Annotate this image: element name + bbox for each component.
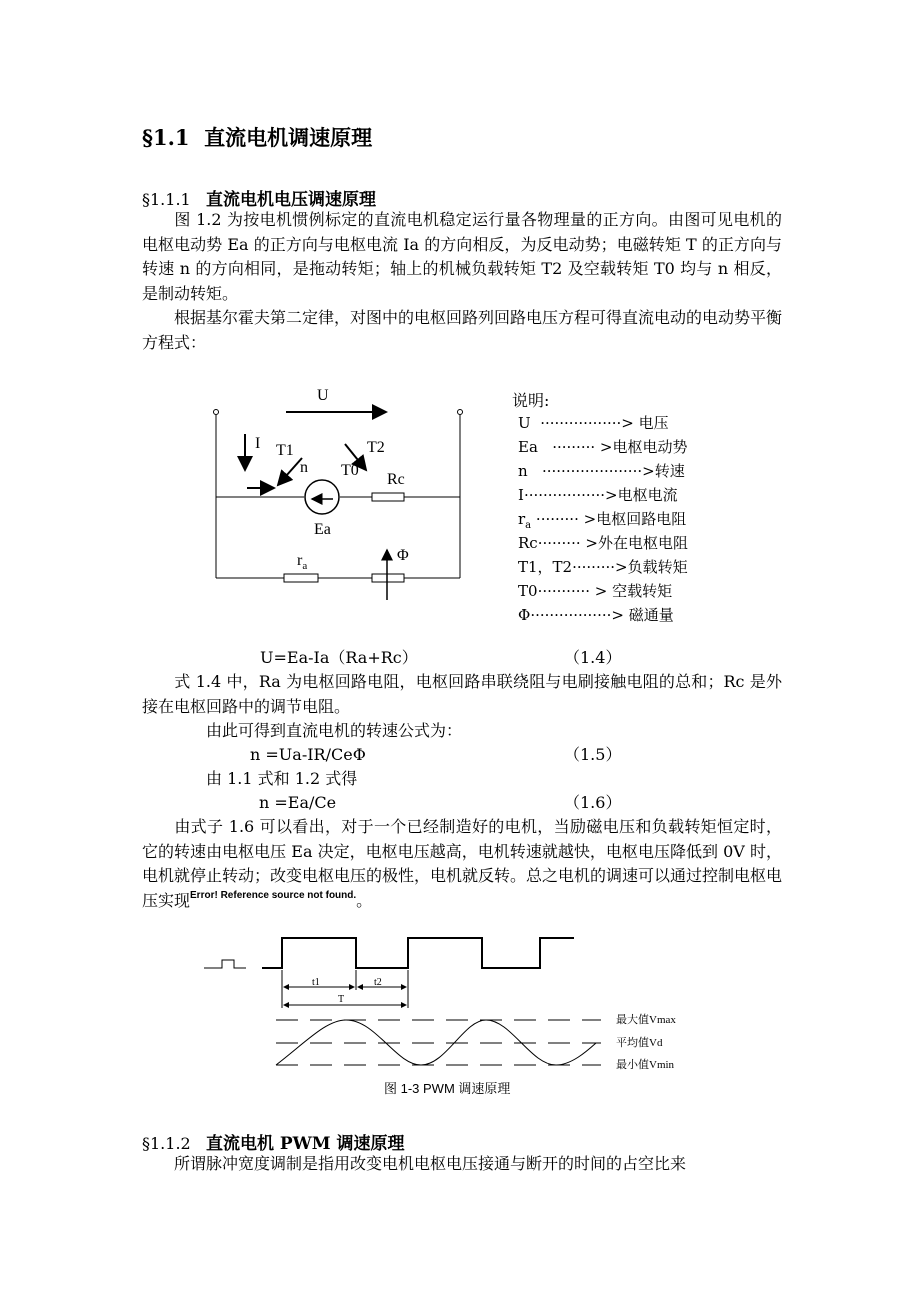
section-number: §1.1 — [142, 125, 190, 150]
equation-1-4-number: （1.4） — [564, 648, 622, 667]
legend-row: n ·····················>转速 — [518, 462, 685, 480]
paragraph-4: 由此可得到直流电机的转速公式为： — [206, 721, 463, 740]
subsection-title: 直流电机 PWM 调速原理 — [205, 1134, 405, 1154]
label-T: T — [338, 994, 345, 1005]
equation-1-5-number: （1.5） — [564, 745, 622, 764]
label-vd: 平均值Vd — [616, 1037, 663, 1049]
paragraph-7: 所谓脉冲宽度调制是指用改变电机电枢电压接通与断开的时间的占空比来 — [174, 1154, 687, 1173]
label-I: I — [255, 435, 261, 452]
pwm-diagram — [196, 930, 716, 1100]
terminal-right — [458, 410, 463, 415]
field-winding — [372, 574, 404, 582]
label-n: n — [300, 459, 308, 476]
subsection-number: §1.1.2 — [142, 1134, 191, 1153]
paragraph-3: 式 1.4 中，Ra 为电枢回路电阻，电枢回路串联绕阻与电刷接触电阻的总和；Rc 是外接在电枢回路中的调节电阻。 — [142, 672, 782, 716]
section-title: 直流电机调速原理 — [204, 125, 373, 150]
reference-pulse — [204, 960, 246, 968]
label-Rc: Rc — [387, 471, 405, 488]
label-ra: $r_a$ — [297, 552, 308, 572]
paragraph-6: 由式子 1.6 可以看出，对于一个已经制造好的电机，当励磁电压和负载转矩恒定时，它的转速由电枢电压 Ea 决定，电枢电压越高，电机转速就越快，电枢电压降低到 0V 时，电机就停止转动；改变电枢电压的极性，电机就反转。总之电机的调速可以通过控制电枢电压实现$^{Error! Reference source not found.}$。 — [142, 817, 783, 910]
subsection-number: §1.1.1 — [142, 190, 191, 209]
motor-symbol — [305, 480, 339, 514]
subsection-heading-1 — [142, 185, 376, 210]
subsection-heading-2 — [142, 1129, 405, 1154]
label-phi: Φ — [397, 547, 409, 564]
label-Ea: Ea — [314, 521, 331, 538]
circuit-diagram — [200, 378, 490, 608]
legend-title: 说明: — [512, 391, 550, 410]
pwm-waveform — [262, 938, 574, 968]
terminal-left — [214, 410, 219, 415]
legend-row: Rc········· >外在电枢电阻 — [518, 534, 688, 552]
legend-row: $r_a$ ········· >电枢回路电阻 — [518, 510, 687, 531]
subsection-title: 直流电机电压调速原理 — [205, 190, 376, 210]
legend-row: Φ·················> 磁通量 — [518, 606, 674, 624]
figure-caption: 图 1-3 PWM 调速原理 — [384, 1081, 511, 1096]
legend-row: Ea ········· >电枢电动势 — [518, 438, 688, 456]
section-heading — [142, 122, 372, 152]
label-vmin: 最小值Vmin — [616, 1059, 675, 1071]
label-vmax: 最大值Vmax — [616, 1014, 676, 1026]
paragraph-1: 图 1.2 为按电机惯例标定的直流电机稳定运行量各物理量的正方向。由图可见电机的电枢电动势 Ea 的正方向与电枢电流 Ia 的方向相反，为反电动势；电磁转矩 T 的正方向与转速 n 的方向相同，是拖动转矩；轴上的机械负载转矩 T2 及空载转矩 T0 均与 n 相反，是制动转矩。 — [142, 210, 782, 303]
equation-1-6: n =Ea/Ce — [259, 793, 337, 812]
equation-1-5: n =Ua-IR/CeΦ — [250, 745, 366, 764]
resistor-ra — [284, 574, 318, 582]
label-T2: T2 — [367, 439, 385, 456]
legend-row: U ·················> 电压 — [518, 414, 669, 432]
equation-1-6-number: （1.6） — [564, 793, 622, 812]
label-T1: T1 — [276, 442, 294, 459]
paragraph-2: 根据基尔霍夫第二定律，对图中的电枢回路列回路电压方程可得直流电动的电动势平衡方程式： — [142, 308, 783, 352]
legend-row: T0··········· > 空载转矩 — [518, 582, 673, 600]
resistor-Rc — [372, 493, 404, 501]
torque-T1-arrow — [278, 458, 302, 485]
legend-row: I·················>电枢电流 — [518, 486, 678, 504]
label-t2: t2 — [374, 977, 382, 988]
label-t1: t1 — [312, 977, 320, 988]
paragraph-5: 由 1.1 式和 1.2 式得 — [206, 769, 358, 788]
equation-1-4: U=Ea-Ia（Ra+Rc） — [260, 648, 418, 667]
legend-row: T1，T2·········>负载转矩 — [518, 558, 688, 576]
label-T0: T0 — [341, 462, 359, 479]
label-U: U — [317, 387, 329, 404]
reference-error: Error! Reference source not found. — [190, 889, 357, 901]
